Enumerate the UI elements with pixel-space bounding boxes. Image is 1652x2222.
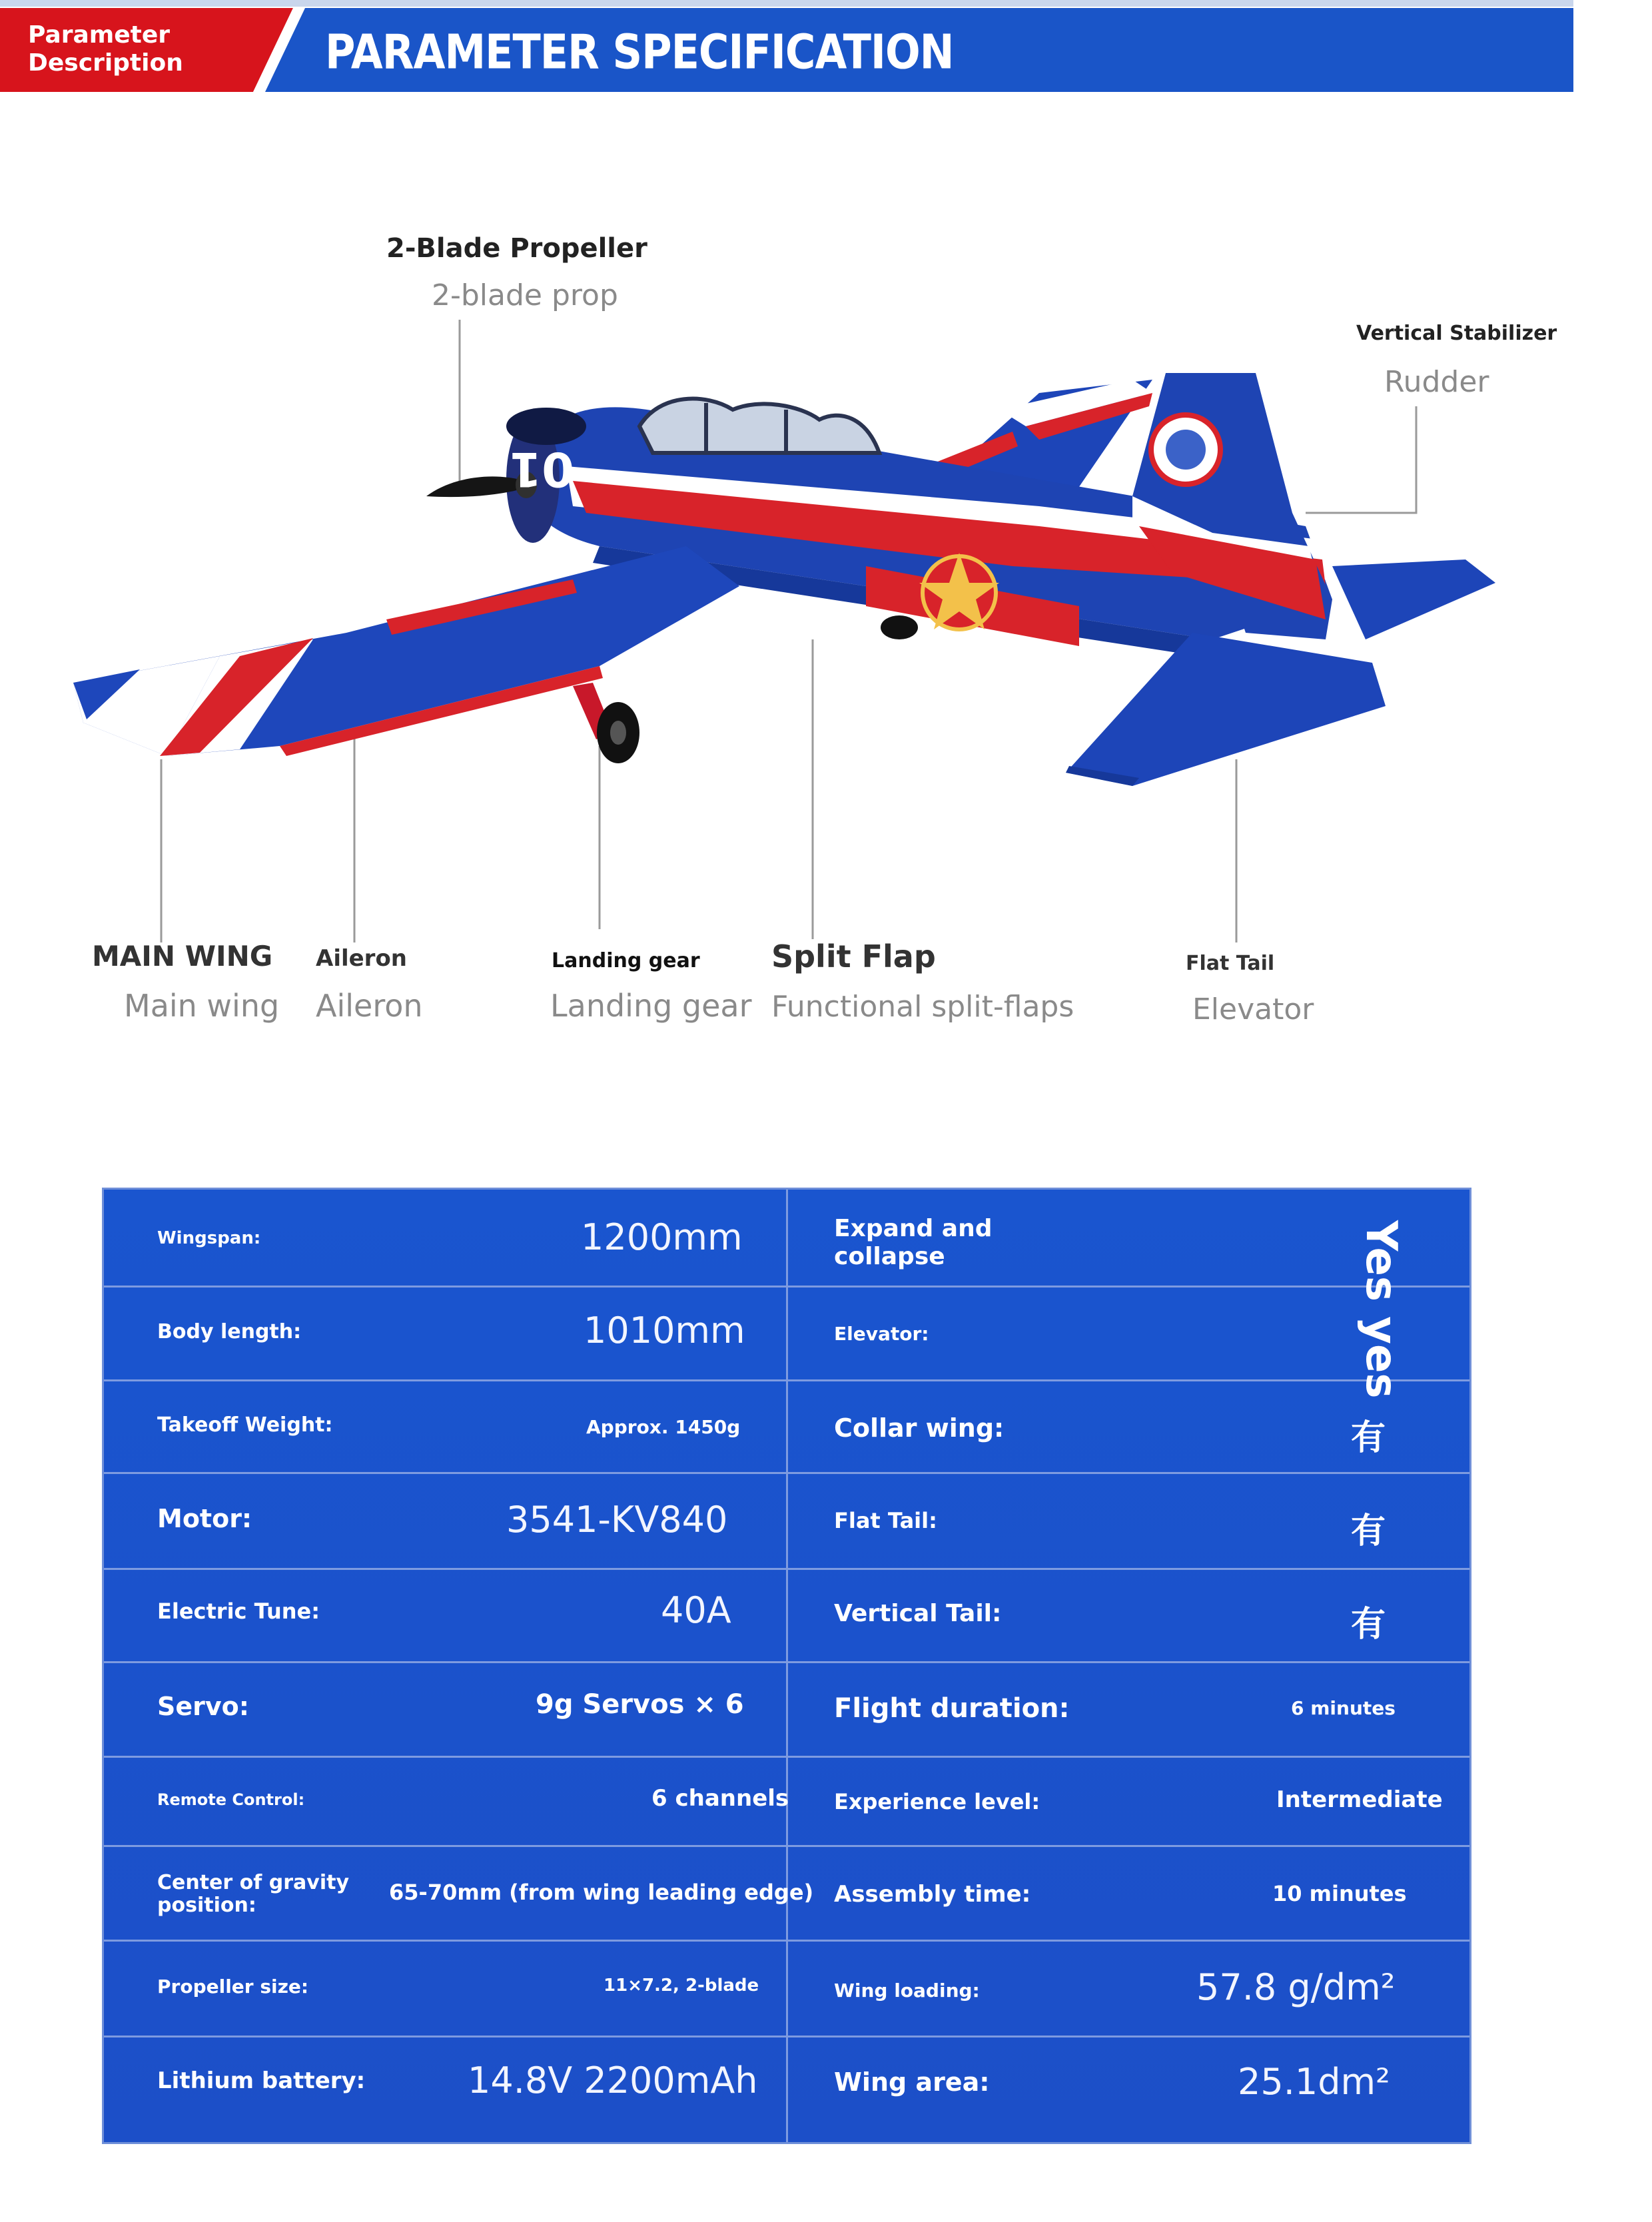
spec-value-takeoff-weight: Approx. 1450g [586, 1416, 741, 1438]
section-header [0, 0, 1573, 92]
spec-label-propeller-size: Propeller size: [157, 1976, 309, 1998]
header-title: PARAMETER SPECIFICATION [325, 24, 954, 80]
spec-label-collar-wing: Collar wing: [834, 1413, 1005, 1443]
spec-value-vertical-tail: 有 [1351, 1605, 1386, 1645]
spec-value-assembly-time: 10 minutes [1272, 1881, 1407, 1906]
flat-tail-title: Flat Tail [1186, 952, 1275, 975]
spec-value-body-length: 1010mm [584, 1309, 745, 1351]
spec-value-wing-loading: 57.8 g/dm² [1196, 1966, 1396, 2008]
row-divider [104, 1940, 1469, 1942]
split-flap-sub: Functional split-flaps [771, 990, 1074, 1024]
spec-label-cg-line2: position: [157, 1894, 256, 1917]
spec-label-experience-level: Experience level: [834, 1789, 1040, 1814]
spec-value-flat-tail: 有 [1351, 1511, 1386, 1551]
spec-label-motor: Motor: [157, 1504, 252, 1533]
spec-label-body-length: Body length: [157, 1320, 302, 1343]
spec-label-takeoff-weight: Takeoff Weight: [157, 1413, 333, 1437]
column-divider [786, 1190, 788, 2142]
row-divider [104, 1286, 1469, 1288]
spec-label-elevator: Elevator: [834, 1323, 929, 1345]
propeller-sub: 2-blade prop [432, 278, 618, 312]
aileron-sub: Aileron [316, 988, 423, 1024]
spec-value-collar-wing: 有 [1351, 1418, 1386, 1458]
plane-number: 01 [509, 442, 574, 496]
spec-value-servo: 9g Servos × 6 [536, 1689, 744, 1720]
spec-table [104, 1190, 1469, 2142]
row-divider [104, 2036, 1469, 2037]
spec-value-wing-area: 25.1dm² [1238, 2061, 1390, 2103]
spec-label-wing-loading: Wing loading: [834, 1980, 980, 2002]
spec-label-flat-tail: Flat Tail: [834, 1508, 937, 1533]
spec-label-wingspan: Wingspan: [157, 1228, 261, 1248]
row-divider [104, 1661, 1469, 1663]
row-divider [104, 1756, 1469, 1758]
split-flap-title: Split Flap [771, 938, 936, 974]
header-badge [28, 21, 183, 77]
row-divider [104, 1568, 1469, 1570]
spec-value-wingspan: 1200mm [581, 1216, 743, 1258]
row-divider [104, 1845, 1469, 1847]
spec-value-expand-elevator: Yes yes [1356, 1220, 1406, 1399]
spec-label-assembly-time: Assembly time: [834, 1881, 1031, 1908]
spec-value-motor: 3541-KV840 [506, 1499, 728, 1541]
spec-value-experience-level: Intermediate [1276, 1786, 1443, 1813]
spec-label-lithium-battery: Lithium battery: [157, 2067, 366, 2094]
aileron-title: Aileron [316, 945, 408, 972]
vertical-stabilizer-title: Vertical Stabilizer [1356, 322, 1557, 345]
spec-label-wing-area: Wing area: [834, 2067, 990, 2097]
main-wing-title: MAIN WING [92, 940, 273, 972]
spec-label-electric-tune: Electric Tune: [157, 1599, 320, 1624]
landing-gear-sub: Landing gear [550, 988, 752, 1024]
spec-label-servo: Servo: [157, 1692, 249, 1721]
landing-gear-title: Landing gear [552, 949, 700, 972]
row-divider [104, 1379, 1469, 1381]
spec-label-vertical-tail: Vertical Tail: [834, 1600, 1002, 1627]
spec-value-remote-control: 6 channels [651, 1785, 789, 1812]
spec-label-cg-line1: Center of gravity [157, 1871, 350, 1894]
spec-label-expand-line2: collapse [834, 1243, 945, 1270]
flat-tail-sub: Elevator [1192, 992, 1314, 1026]
spec-label-expand-collapse [834, 1215, 993, 1271]
spec-label-center-of-gravity [157, 1872, 349, 1917]
spec-label-remote-control: Remote Control: [157, 1790, 305, 1809]
spec-value-propeller-size: 11×7.2, 2-blade [604, 1976, 759, 1996]
main-wing [73, 546, 739, 756]
main-wing-sub: Main wing [124, 988, 280, 1024]
spec-label-expand-line1: Expand and [834, 1215, 993, 1242]
spec-value-flight-duration: 6 minutes [1291, 1697, 1396, 1719]
spec-value-electric-tune: 40A [661, 1589, 731, 1631]
airplane-illustration [0, 133, 1573, 1119]
spec-value-center-of-gravity: 65-70mm (from wing leading edge) [389, 1880, 814, 1905]
vertical-stabilizer-sub: Rudder [1384, 365, 1489, 399]
header-badge-line2: Description [28, 49, 183, 77]
spec-label-flight-duration: Flight duration: [834, 1693, 1070, 1724]
header-badge-line1: Parameter [28, 21, 171, 49]
propeller-title: 2-Blade Propeller [386, 233, 647, 264]
spec-value-lithium-battery: 14.8V 2200mAh [468, 2059, 758, 2101]
row-divider [104, 1472, 1469, 1474]
